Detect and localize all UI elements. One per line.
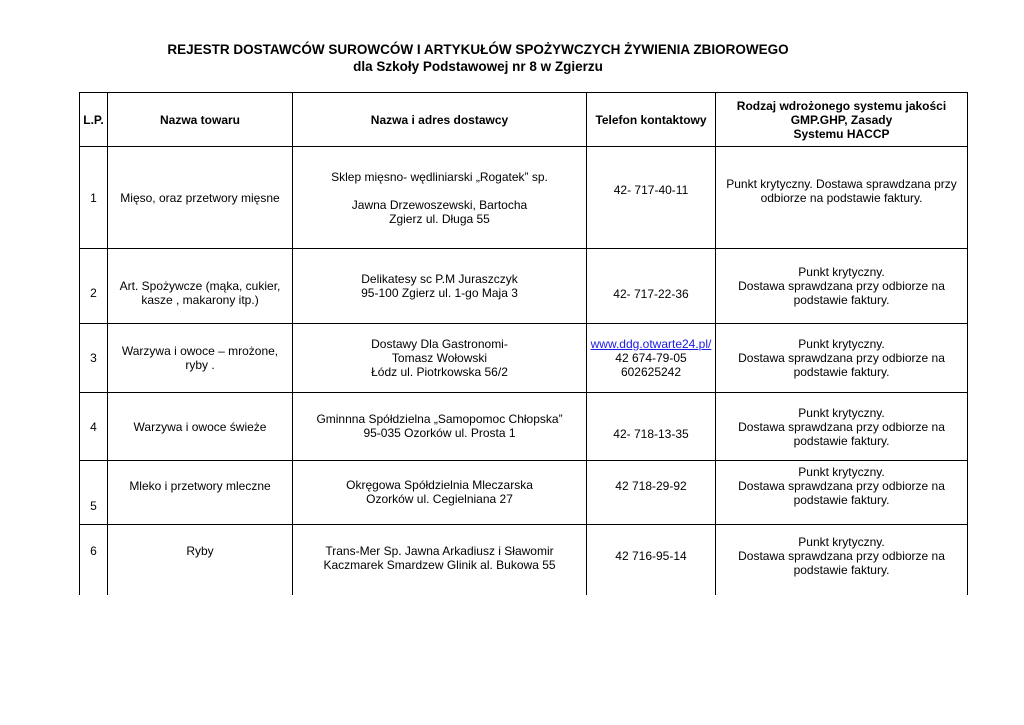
table-row xyxy=(80,249,968,324)
row-lp: 2 xyxy=(80,249,108,324)
header-phone: Telefon kontaktowy xyxy=(587,93,716,147)
supplier-line: Jawna Drzewoszewski, Bartocha xyxy=(351,197,528,212)
row-quality xyxy=(716,525,968,595)
supplier-spacer xyxy=(296,184,583,198)
row-lp: 3 xyxy=(80,324,108,393)
row-supplier xyxy=(293,393,587,461)
row-product: Ryby xyxy=(108,525,293,595)
row-phone: 42- 718-13-35 xyxy=(587,393,716,461)
supplier-line: Dostawy Dla Gastronomi- xyxy=(371,337,508,351)
supplier-line: Trans-Mer Sp. Jawna Arkadiusz i Sławomir xyxy=(325,543,554,558)
header-quality-line: GMP.GHP, Zasady xyxy=(790,112,893,127)
header-product: Nazwa towaru xyxy=(108,93,293,147)
quality-line: Dostawa sprawdzana przy odbiorze na xyxy=(738,478,945,493)
supplier-line: Sklep mięsno- wędliniarski „Rogatek” sp. xyxy=(331,169,548,184)
product-line: ryby . xyxy=(185,358,215,372)
table-row xyxy=(80,525,968,595)
table-row xyxy=(80,147,968,249)
quality-line: Punkt krytyczny. xyxy=(798,337,885,351)
row-supplier xyxy=(293,461,587,525)
product-line: Warzywa i owoce – mrożone, xyxy=(121,344,279,358)
quality-line: Dostawa sprawdzana przy odbiorze na xyxy=(738,549,945,563)
table-header-row xyxy=(80,93,968,147)
quality-line: podstawie faktury. xyxy=(793,365,890,379)
row-supplier xyxy=(293,324,587,393)
supplier-line: Ozorków ul. Cegielniana 27 xyxy=(366,491,513,506)
supplier-line: Zgierz ul. Długa 55 xyxy=(389,211,490,226)
supplier-line: Gminnna Spółdzielna „Samopomoc Chłopska” xyxy=(316,411,563,426)
quality-line: Punkt krytyczny. Dostawa sprawdzana przy xyxy=(726,177,957,191)
product-line: Art. Spożywcze (mąka, cukier, xyxy=(119,279,281,293)
row-quality xyxy=(716,393,968,461)
document-subtitle: dla Szkoły Podstawowej nr 8 w Zgierzu xyxy=(353,59,603,74)
quality-line: podstawie faktury. xyxy=(793,563,890,577)
header-lp: L.P. xyxy=(80,93,108,147)
quality-line: podstawie faktury. xyxy=(793,492,890,507)
supplier-line: Łódz ul. Piotrkowska 56/2 xyxy=(371,365,508,379)
supplier-register-table xyxy=(79,92,968,595)
quality-line: Punkt krytyczny. xyxy=(798,265,885,279)
row-phone xyxy=(587,324,716,393)
table-row xyxy=(80,324,968,393)
document-title: REJESTR DOSTAWCÓW SUROWCÓW I ARTYKUŁÓW SPOŻYWCZYCH ŻYWIENIA ZBIOROWEGO xyxy=(167,42,789,57)
row-phone: 42 718-29-92 xyxy=(587,461,716,525)
header-quality-line: Systemu HACCP xyxy=(793,126,890,141)
header-quality-line: Rodzaj wdrożonego systemu jakości xyxy=(736,98,947,113)
supplier-line: Kaczmarek Smardzew Glinik al. Bukowa 55 xyxy=(323,557,556,572)
quality-line: Dostawa sprawdzana przy odbiorze na xyxy=(738,419,945,434)
row-product: Mleko i przetwory mleczne xyxy=(108,461,293,525)
row-quality xyxy=(716,147,968,249)
supplier-line: 95-035 Ozorków ul. Prosta 1 xyxy=(363,425,516,440)
row-lp: 6 xyxy=(80,525,108,595)
quality-line: odbiorze na podstawie faktury. xyxy=(760,191,923,205)
product-line: kasze , makarony itp.) xyxy=(141,293,259,307)
row-product: Mięso, oraz przetwory mięsne xyxy=(108,147,293,249)
quality-line: Dostawa sprawdzana przy odbiorze na xyxy=(738,279,945,293)
row-phone: 42- 717-40-11 xyxy=(587,147,716,249)
phone-line: 42 674-79-05 xyxy=(615,351,687,365)
row-lp: 1 xyxy=(80,147,108,249)
quality-line: podstawie faktury. xyxy=(793,433,890,448)
quality-line: Punkt krytyczny. xyxy=(798,464,885,479)
quality-line: Punkt krytyczny. xyxy=(798,405,885,420)
row-phone: 42- 717-22-36 xyxy=(587,249,716,324)
table-row xyxy=(80,461,968,525)
quality-line: podstawie faktury. xyxy=(793,293,890,307)
row-quality xyxy=(716,461,968,525)
supplier-line: Tomasz Wołowski xyxy=(391,351,488,365)
phone-line: 602625242 xyxy=(620,365,682,379)
quality-line: Punkt krytyczny. xyxy=(798,535,885,549)
row-quality xyxy=(716,249,968,324)
row-product: Warzywa i owoce świeże xyxy=(108,393,293,461)
supplier-line: Okręgowa Spółdzielnia Mleczarska xyxy=(346,477,533,492)
supplier-line: Delikatesy sc P.M Juraszczyk xyxy=(361,272,518,286)
row-product xyxy=(108,324,293,393)
quality-line: Dostawa sprawdzana przy odbiorze na xyxy=(738,351,945,365)
supplier-website-link[interactable]: www.ddg.otwarte24.pl/ xyxy=(590,337,712,351)
row-lp: 4 xyxy=(80,393,108,461)
supplier-line: 95-100 Zgierz ul. 1-go Maja 3 xyxy=(361,286,518,300)
row-supplier xyxy=(293,147,587,249)
header-quality-system xyxy=(716,93,968,147)
row-supplier xyxy=(293,249,587,324)
row-supplier xyxy=(293,525,587,595)
row-lp: 5 xyxy=(80,461,108,525)
header-supplier: Nazwa i adres dostawcy xyxy=(293,93,587,147)
table-row xyxy=(80,393,968,461)
row-product xyxy=(108,249,293,324)
row-phone: 42 716-95-14 xyxy=(587,525,716,595)
row-quality xyxy=(716,324,968,393)
